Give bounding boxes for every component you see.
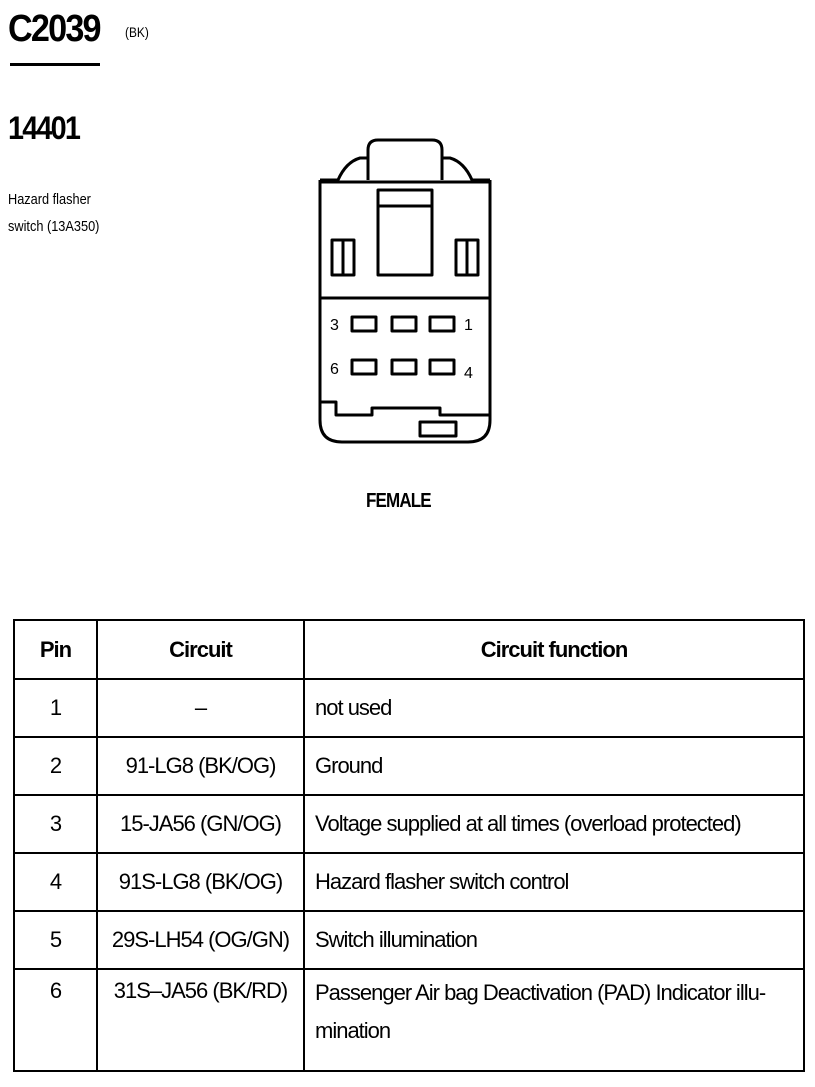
cell-function: Switch illumination	[304, 911, 804, 969]
table-row	[14, 969, 804, 1071]
connector-id: C2039	[8, 8, 100, 50]
cell-circuit: 91S-LG8 (BK/OG)	[97, 853, 304, 911]
connector-center-lock	[378, 190, 432, 275]
cell-pin: 1	[14, 679, 97, 737]
pin-cavity	[352, 360, 376, 374]
cell-circuit: 91-LG8 (BK/OG)	[97, 737, 304, 795]
header-pin: Pin	[14, 620, 97, 679]
table-row	[14, 795, 804, 853]
pin-label: 6	[330, 361, 339, 378]
cell-circuit: –	[97, 679, 304, 737]
table-row	[14, 679, 804, 737]
connector-bottom-step	[320, 402, 490, 415]
cell-function: not used	[304, 679, 804, 737]
pin-label: 3	[330, 317, 339, 334]
table-row	[14, 737, 804, 795]
component-description	[8, 186, 136, 240]
pin-cavity	[430, 317, 454, 331]
cell-function: Voltage supplied at all times (overload protected)	[304, 795, 804, 853]
cell-function: Hazard flasher switch control	[304, 853, 804, 911]
connector-body-outline	[320, 180, 490, 442]
table-row	[14, 911, 804, 969]
cell-circuit: 29S-LH54 (OG/GN)	[97, 911, 304, 969]
pin-cavity	[392, 360, 416, 374]
cell-function: Ground	[304, 737, 804, 795]
pin-label: 4	[464, 365, 473, 382]
connector-bottom-key	[420, 422, 456, 436]
connector-latch	[368, 140, 442, 180]
cell-pin: 4	[14, 853, 97, 911]
connector-id-underline	[10, 63, 100, 66]
component-description-line: Hazard flasher	[8, 191, 91, 208]
pin-cavity	[352, 317, 376, 331]
header-function: Circuit function	[304, 620, 804, 679]
cell-pin: 5	[14, 911, 97, 969]
cell-pin: 3	[14, 795, 97, 853]
connector-gender-label: FEMALE	[366, 490, 431, 512]
connector-color: (BK)	[125, 24, 149, 40]
pin-cavity	[392, 317, 416, 331]
connector-right-shoulder	[442, 158, 490, 180]
pin-label: 1	[464, 317, 473, 334]
table-row	[14, 853, 804, 911]
cell-pin: 6	[14, 969, 97, 1071]
connector-left-shoulder	[320, 158, 368, 180]
pin-cavity	[430, 360, 454, 374]
cell-pin: 2	[14, 737, 97, 795]
cell-circuit: 31S–JA56 (BK/RD)	[97, 969, 304, 1071]
connector-face-diagram	[300, 130, 500, 450]
component-number: 14401	[8, 110, 80, 146]
component-description-line: switch (13A350)	[8, 218, 100, 235]
table-header-row	[14, 620, 804, 679]
pin-table	[13, 619, 805, 1072]
header-circuit: Circuit	[97, 620, 304, 679]
cell-circuit: 15-JA56 (GN/OG)	[97, 795, 304, 853]
cell-function: Passenger Air bag Deactivation (PAD) Indicator illu-mination	[304, 969, 804, 1071]
